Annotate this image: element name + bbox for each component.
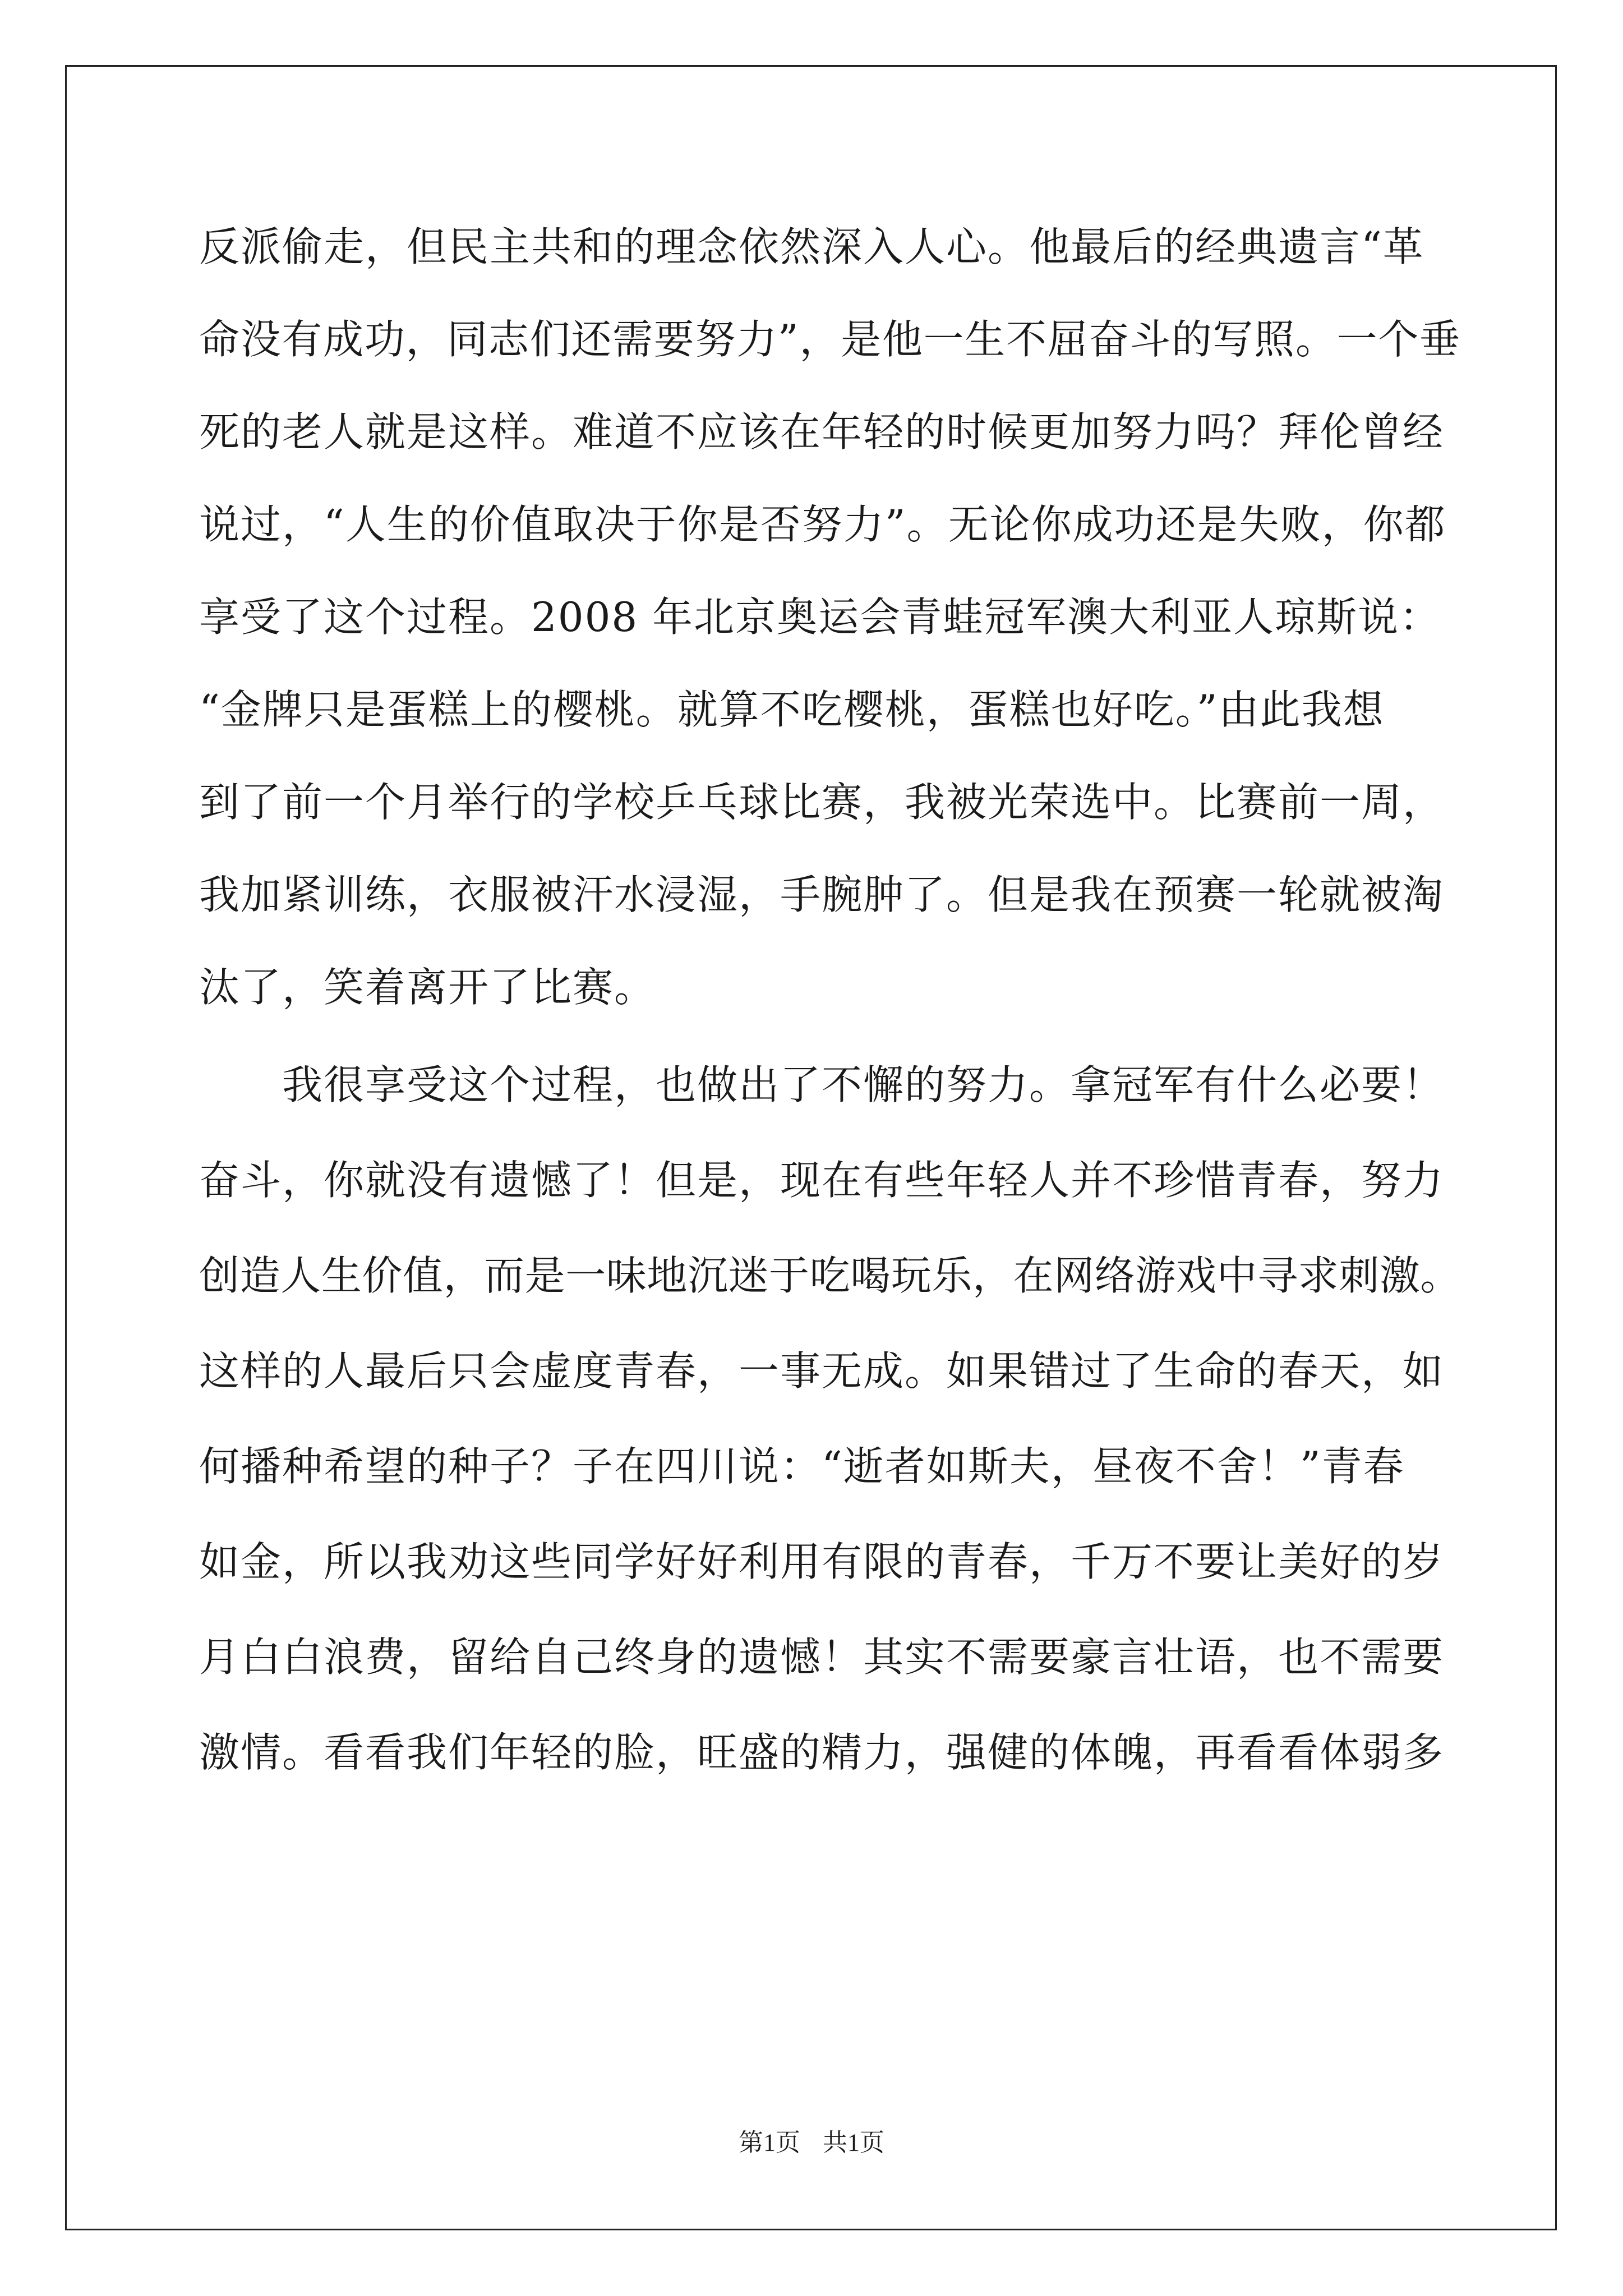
text-line: 月白白浪费，留给自己终身的遗憾！其实不需要豪言壮语，也不需要	[199, 1634, 1445, 1681]
text-line: “金牌只是蛋糕上的樱桃。就算不吃樱桃，蛋糕也好吃。”由此我想	[199, 686, 1385, 733]
text-line: 我加紧训练，衣服被汗水浸湿，手腕肿了。但是我在预赛一轮就被淘	[199, 871, 1445, 918]
text-line: 汰了，笑着离开了比赛。	[199, 964, 656, 1011]
page-number: 第1页	[739, 2129, 800, 2156]
text-line: 激情。看看我们年轻的脸，旺盛的精力，强健的体魄，再看看体弱多	[199, 1729, 1445, 1776]
text-line: 享受了这个过程。2008 年北京奥运会青蛙冠军澳大利亚人琼斯说：	[199, 593, 1441, 641]
text-line: 到了前一个月举行的学校乒乓球比赛，我被光荣选中。比赛前一周，	[199, 779, 1445, 826]
text-line: 如金，所以我劝这些同学好好利用有限的青春，千万不要让美好的岁	[199, 1538, 1445, 1585]
text-line: 命没有成功，同志们还需要努力”，是他一生不屈奋斗的写照。一个垂	[199, 316, 1461, 363]
text-line: 我很享受这个过程，也做出了不懈的努力。拿冠军有什么必要！	[199, 1061, 1445, 1108]
text-line: 创造人生价值，而是一味地沉迷于吃喝玩乐，在网络游戏中寻求刺激。	[199, 1252, 1461, 1299]
text-line: 说过，“人生的价值取决于你是否努力”。无论你成功还是失败，你都	[199, 501, 1446, 548]
text-line: 这样的人最后只会虚度青春，一事无成。如果错过了生命的春天，如	[199, 1347, 1445, 1395]
text-line: 反派偷走，但民主共和的理念依然深入人心。他最后的经典遗言“革	[199, 223, 1424, 270]
text-line: 奋斗，你就没有遗憾了！但是，现在有些年轻人并不珍惜青春，努力	[199, 1157, 1445, 1204]
page-footer	[0, 2126, 1623, 2160]
text-line: 死的老人就是这样。难道不应该在年轻的时候更加努力吗？拜伦曾经	[199, 408, 1445, 455]
text-line: 何播种希望的种子？子在四川说：“逝者如斯夫，昼夜不舍！”青春	[199, 1443, 1405, 1490]
page-total: 共1页	[823, 2129, 884, 2156]
